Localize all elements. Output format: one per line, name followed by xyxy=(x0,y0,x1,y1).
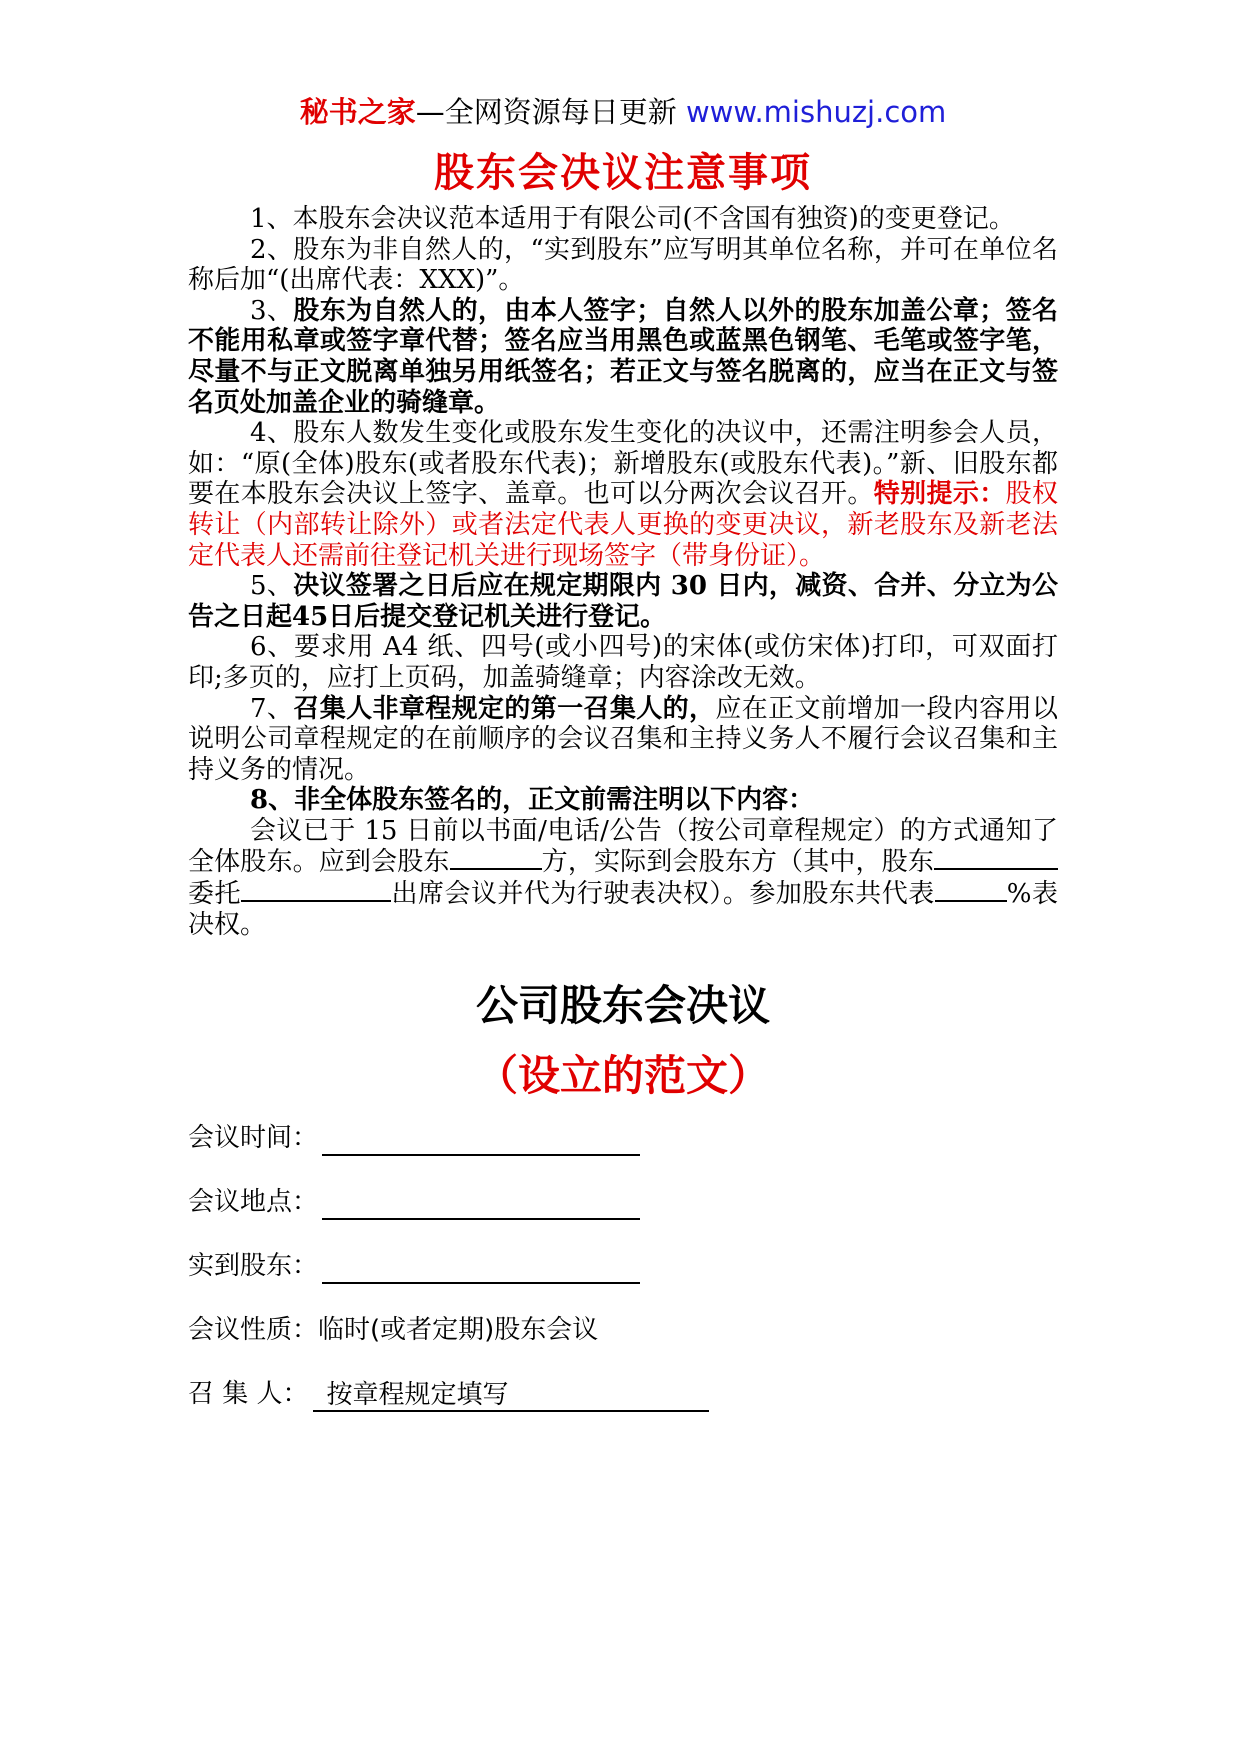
notice-item-6: 6、要求用 A4 纸、四号(或小四号)的宋体(或仿宋体)打印，可双面打印;多页的，应打上页码，加盖骑缝章；内容涂改无效。 xyxy=(188,632,1058,693)
template-text-b: 方，实际到会股东 xyxy=(541,847,751,878)
site-header xyxy=(188,92,1058,132)
item-number: 5、 xyxy=(250,571,294,602)
field-meeting-nature xyxy=(188,1312,1058,1348)
notice-item-2: 2、股东为非自然人的，“实到股东”应写明其单位名称，并可在单位名称后加“(出席代表：XXX)”。 xyxy=(188,234,1058,296)
notice-item-1: 1、本股东会决议范本适用于有限公司(不含国有独资)的变更登记。 xyxy=(250,204,1015,234)
template-text-a: 会议已于 15 日前以书面/电话/公告（按公司章程规定）的方式通知了全体股东。应到会股东 xyxy=(188,815,1058,878)
field-convener xyxy=(188,1376,1058,1412)
meeting-place-input[interactable] xyxy=(322,1188,640,1220)
field-meeting-place xyxy=(188,1184,1058,1220)
template-text-d: 委托 xyxy=(188,879,241,910)
item-bold-text: 召集人非章程规定的第一召集人的， xyxy=(293,693,716,724)
field-label: 会议地点： xyxy=(188,1187,319,1218)
item-number: 7、 xyxy=(250,693,294,724)
item-bold-text: 股东为自然人的，由本人签字；自然人以外的股东加盖公章；签名不能用私章或签字章代替；签名应当用黑色或蓝黑色钢笔、毛笔或签字笔，尽量不与正文脱离单独另用纸签名；若正文与签名脱离的，应当在正文与签名页处加盖企业的骑缝章。 xyxy=(188,295,1058,418)
attending-shareholders-input[interactable] xyxy=(322,1252,640,1284)
field-label: 召 集 人： xyxy=(188,1379,309,1410)
slogan: —全网资源每日更新 xyxy=(415,95,686,129)
notice-template-text xyxy=(188,816,1058,940)
field-label: 会议时间： xyxy=(188,1123,319,1154)
template-text-c: 方（其中，股东 xyxy=(750,847,934,878)
resolution-subtitle: （设立的范文） xyxy=(475,1051,770,1101)
notice-title: 股东会决议注意事项 xyxy=(434,149,812,196)
item-number: 3、 xyxy=(250,295,294,326)
notice-item-4 xyxy=(188,418,1058,571)
blank-expected-shareholders[interactable] xyxy=(450,846,542,870)
brand-name: 秘书之家 xyxy=(299,95,416,129)
special-note-label: 特别提示： xyxy=(873,479,1006,510)
notice-item-8: 8、非全体股东签名的，正文前需注明以下内容： xyxy=(250,785,815,816)
meeting-time-input[interactable] xyxy=(322,1124,640,1156)
meeting-nature-value: 临时(或者定期)股东会议 xyxy=(318,1315,599,1346)
notice-item-7 xyxy=(188,694,1058,786)
special-note-text: 股权转让（内部转让除外）或者法定代表人更换的变更决议，新老股东及新老法定代表人还需前往登记机关进行现场签字（带身份证）。 xyxy=(188,479,1058,571)
field-label: 会议性质： xyxy=(188,1315,319,1346)
blank-proxy[interactable] xyxy=(241,878,391,902)
item-text: 4、股东人数发生变化或股东发生变化的决议中，还需注明参会人员，如：“原(全体)股东(或者股东代表)；新增股东(或股东代表)。”新、旧股东都要在本股东会决议上签字、盖章。也可以分两次会议召开。 xyxy=(188,418,1058,510)
field-label: 实到股东： xyxy=(188,1251,319,1282)
document-page xyxy=(188,92,1058,1412)
site-url[interactable]: www.mishuzj.com xyxy=(685,95,947,129)
template-text-e: 出席会议并代为行驶表决权）。参加股东共代表 xyxy=(390,879,935,910)
convener-input[interactable]: 按章程规定填写 xyxy=(313,1380,709,1412)
template-text-f: %表决权。 xyxy=(188,879,1058,940)
field-meeting-time xyxy=(188,1120,1058,1156)
item-text: 应在正文前增加一段内容用以说明公司章程规定的在前顺序的会议召集和主持义务人不履行会议召集和主持义务的情况。 xyxy=(188,693,1058,785)
resolution-title: 公司股东会决议 xyxy=(475,981,770,1031)
item-bold-text: 决议签署之日后应在规定期限内 30 日内，减资、合并、分立为公告之日起45日后提交登记机关进行登记。 xyxy=(188,571,1058,632)
blank-voting-percent[interactable] xyxy=(935,878,1007,902)
resolution-form xyxy=(188,1120,1058,1412)
blank-shareholder[interactable] xyxy=(934,846,1058,870)
notice-item-3 xyxy=(188,296,1058,418)
notice-item-5 xyxy=(188,571,1058,632)
field-attending-shareholders xyxy=(188,1248,1058,1284)
